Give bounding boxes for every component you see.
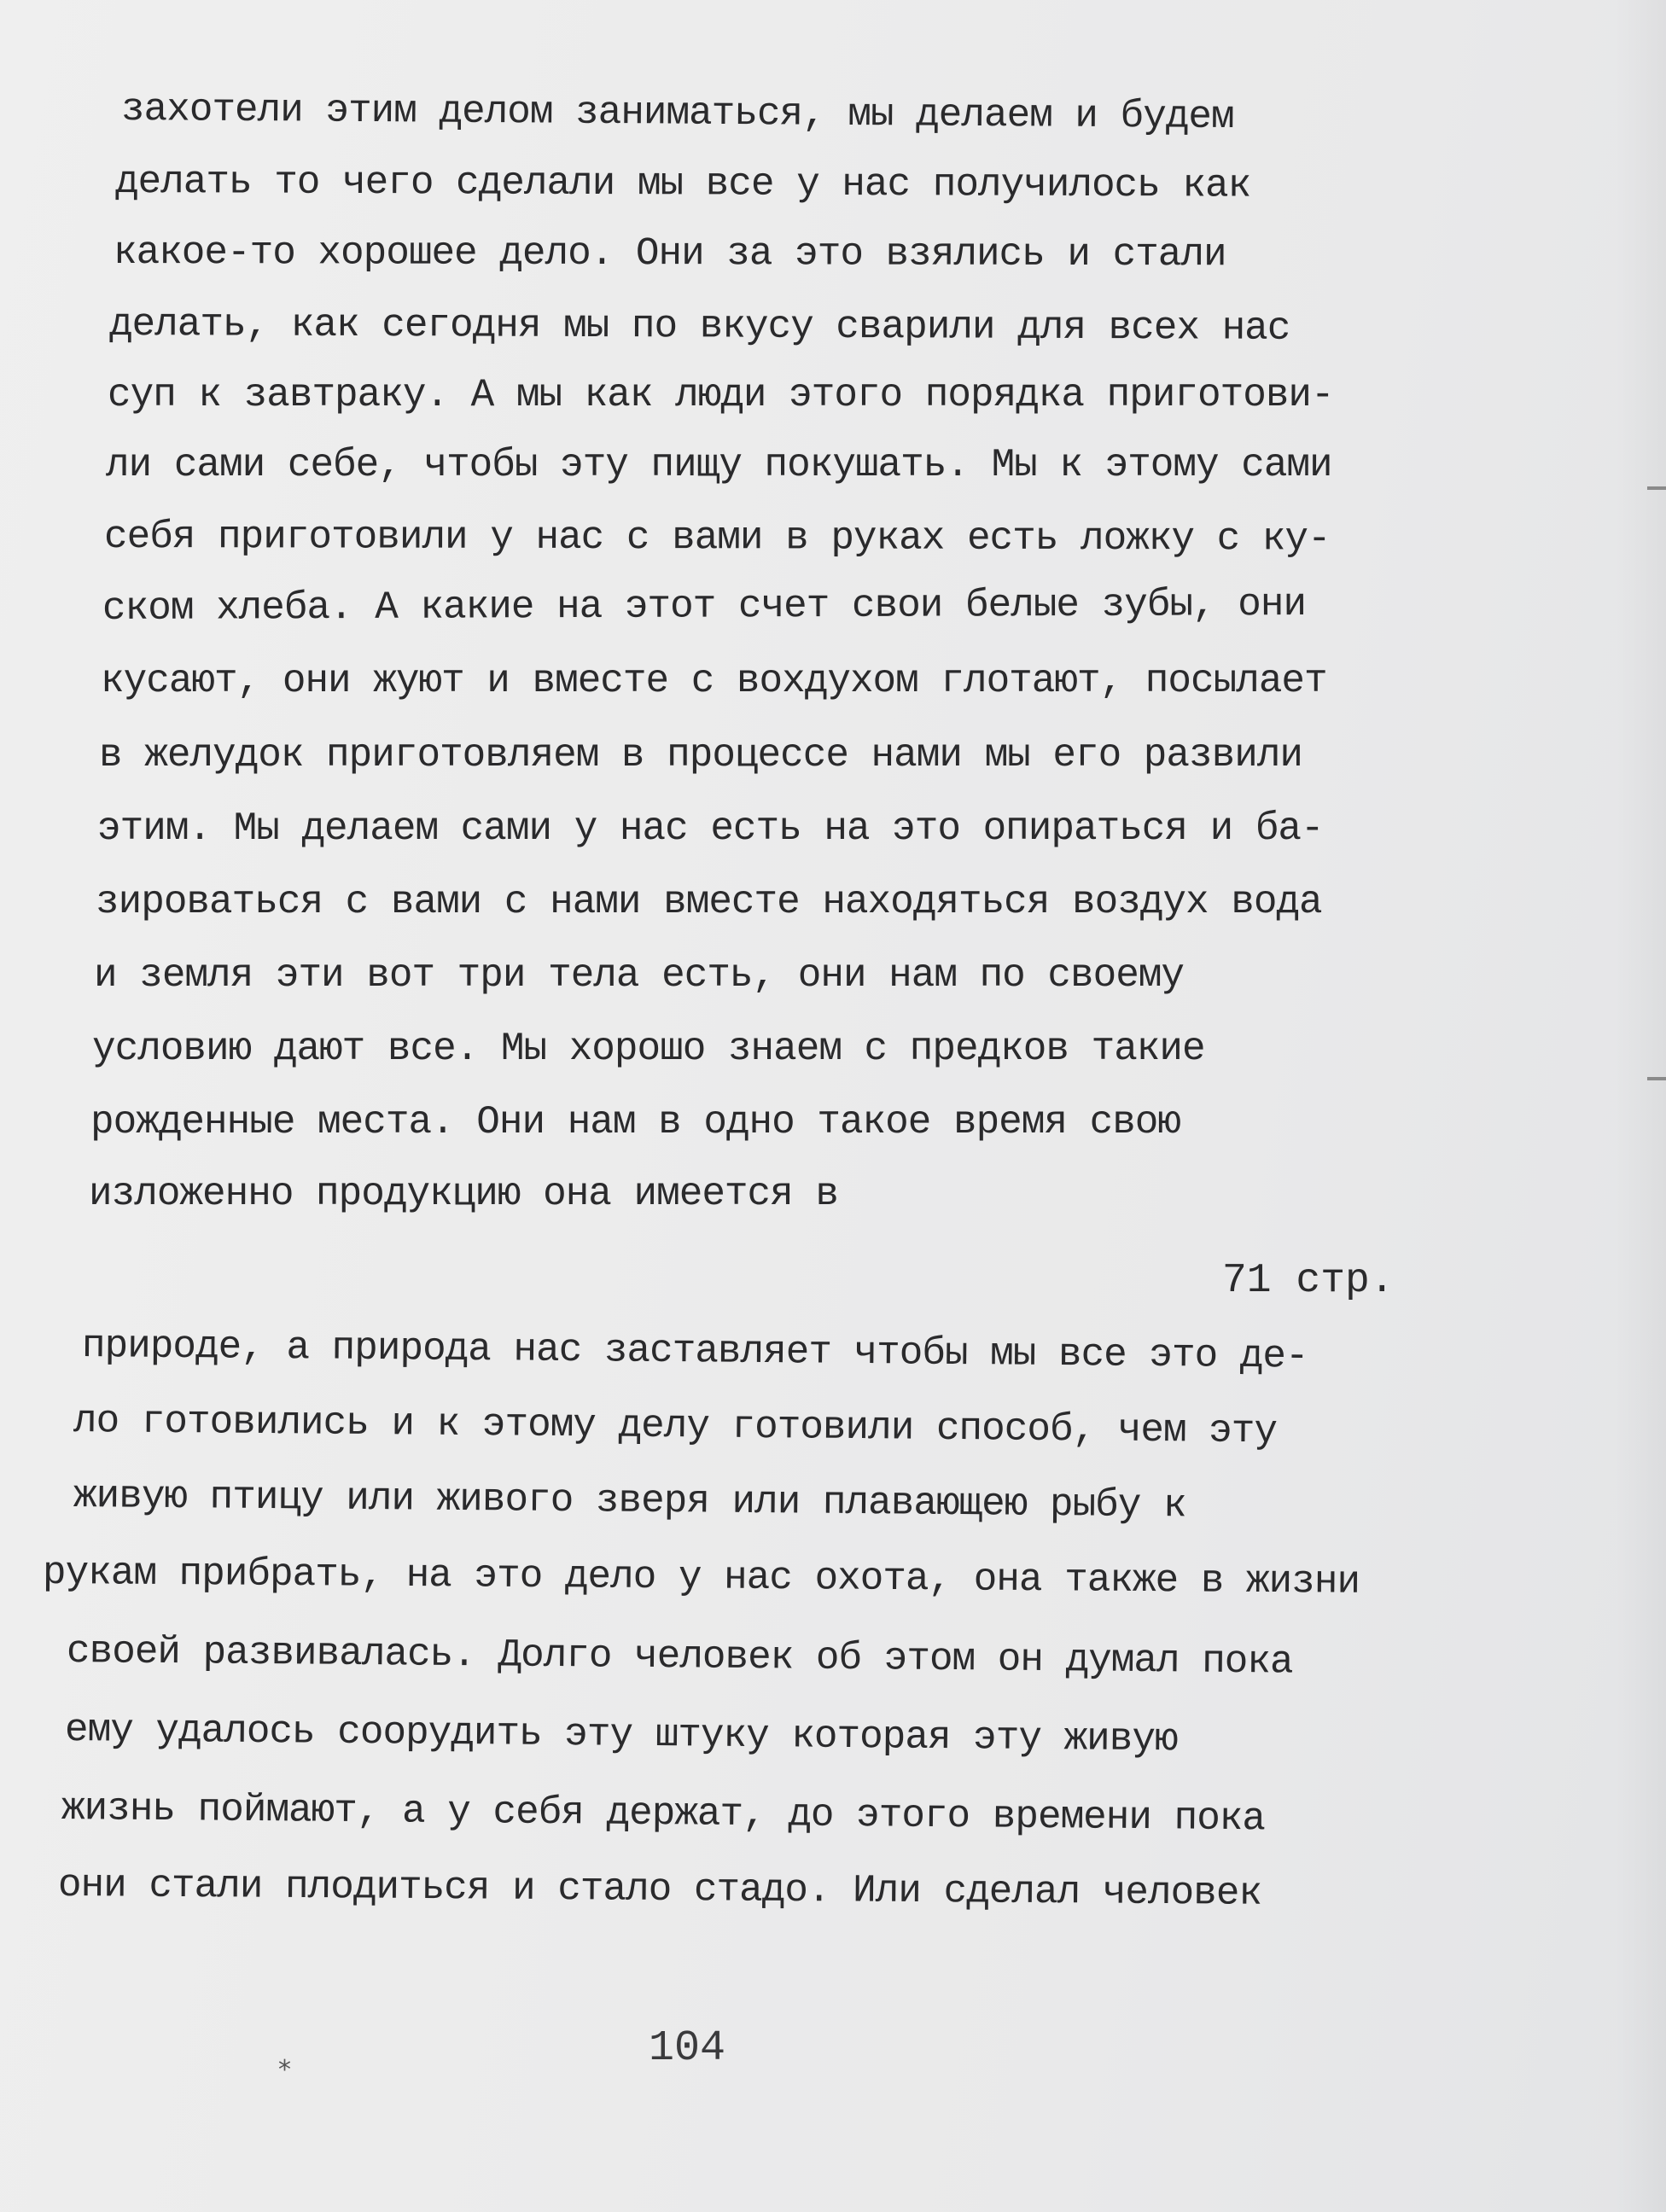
- text-line: этим. Мы делаем сами у нас есть на это опираться и ба-: [97, 806, 1324, 851]
- text-line: какое-то хорошее дело. Они за это взялись и стали: [113, 230, 1226, 277]
- text-line: жизнь поймают, а у себя держат, до этого времени пока: [61, 1786, 1266, 1842]
- text-line: они стали плодиться и стало стадо. Или сделал человек: [57, 1863, 1262, 1916]
- text-line: живую птицу или живого зверя или плавающею рыбу к: [73, 1474, 1186, 1528]
- text-line: ло готовились и к этому делу готовили способ, чем эту: [73, 1399, 1278, 1454]
- text-line: своей развивалась. Долго человек об этом он думал пока: [66, 1629, 1293, 1685]
- text-line: природе, а природа нас заставляет чтобы мы все это де-: [81, 1324, 1308, 1379]
- text-line: рукам прибрать, на это дело у нас охота, она также в жизни: [42, 1551, 1360, 1604]
- ink-speck: *: [278, 2055, 291, 2085]
- text-line: кусают, они жуют и вместе с вохдухом глотают, посылает: [101, 659, 1327, 703]
- page-number: 104: [649, 2024, 726, 2073]
- text-line: захотели этим делом заниматься, мы делаем и будем: [120, 87, 1234, 140]
- page-reference: 71 стр.: [1222, 1258, 1395, 1304]
- text-line: ском хлеба. А какие на этот счет свои белые зубы, они: [102, 582, 1307, 631]
- text-line: рожденные места. Они нам в одно такое время свою: [90, 1100, 1181, 1144]
- text-line: делать, как сегодня мы по вкусу сварили для всех нас: [108, 302, 1290, 351]
- page-edge-notch: [1647, 486, 1666, 490]
- page-edge-notch: [1647, 1077, 1666, 1080]
- text-line: ему удалось соорудить эту штуку которая эту живую: [64, 1708, 1178, 1762]
- text-line: зироваться с вами с нами вместе находяться воздух вода: [96, 880, 1322, 924]
- text-line: в желудок приготовляем в процессе нами мы его развили: [99, 733, 1303, 777]
- text-line: делать то чего сделали мы все у нас получилось как: [114, 160, 1251, 208]
- text-line: ли сами себе, чтобы эту пищу покушать. Мы к этому сами: [106, 443, 1332, 487]
- text-line: условию дают все. Мы хорошо знаем с предков такие: [92, 1027, 1205, 1071]
- text-line: изложенно продукцию она имеется в: [89, 1172, 838, 1216]
- text-line: себя приготовили у нас с вами в руках есть ложку с ку-: [103, 515, 1331, 562]
- text-line: и земля эти вот три тела есть, они нам по своему: [94, 953, 1185, 998]
- text-line: суп к завтраку. А мы как люди этого порядка приготови-: [108, 373, 1334, 417]
- page-edge-shadow: [1615, 0, 1666, 2212]
